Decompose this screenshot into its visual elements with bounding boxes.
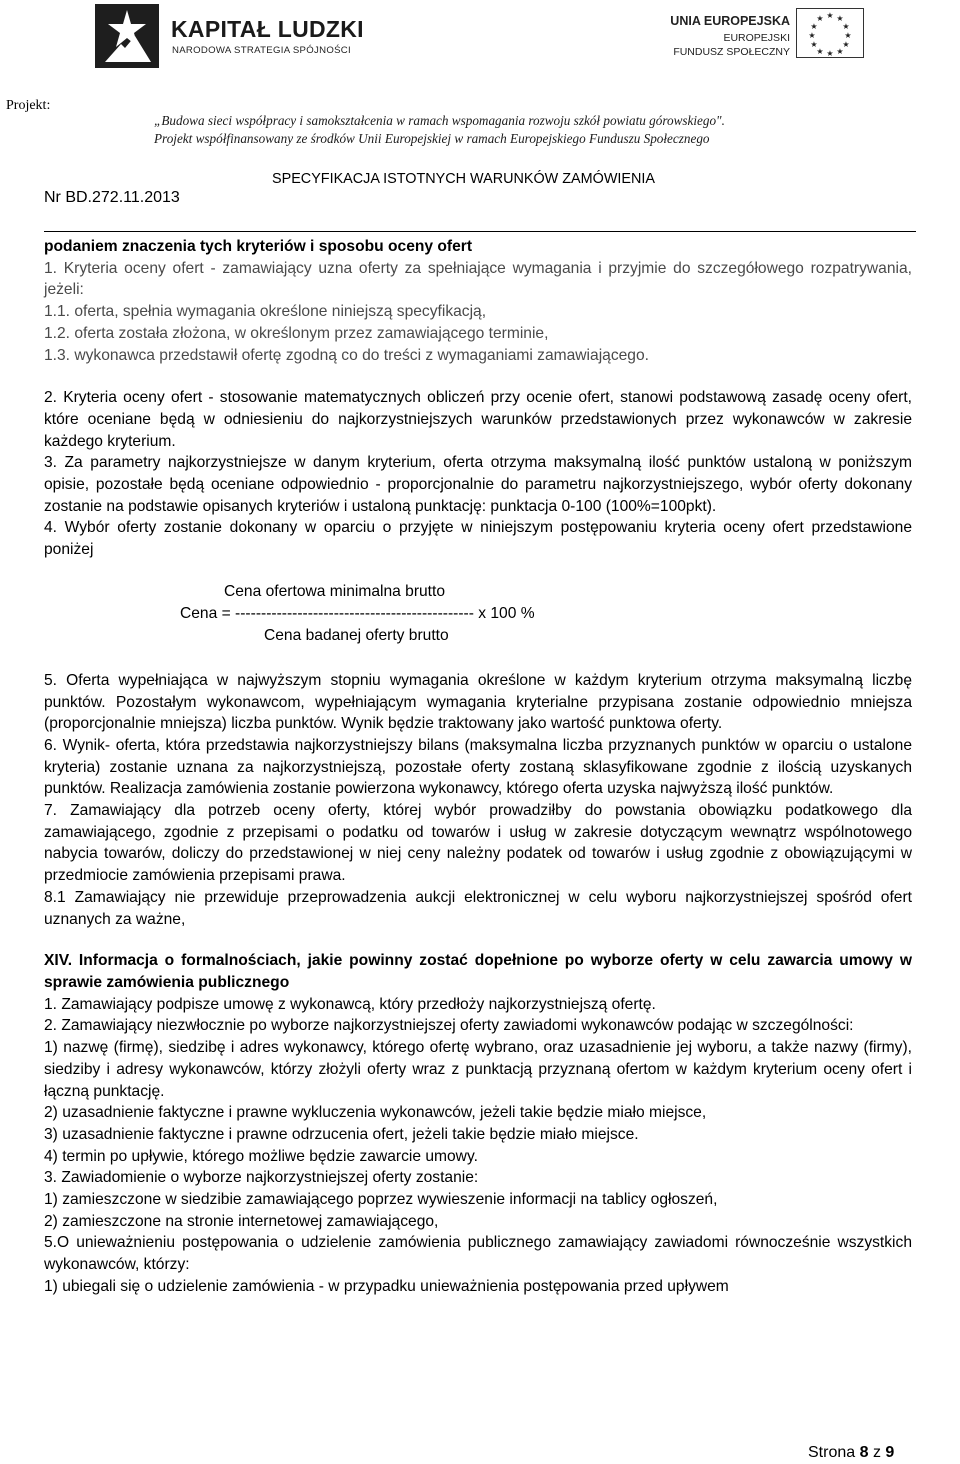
svg-text:★: ★ [810,22,818,31]
project-funding-line: Projekt współfinansowany ze środków Unii Europejskiej w ramach Europejskiego Funduszu Społecznego [154,131,710,146]
paragraph: 3. Za parametry najkorzystniejsze w danym kryterium, oferta otrzyma maksymalną ilość punktów ustaloną w poniższym opisie, pozostałe będą oceniane odpowiednio - proporcjonalnie do parametru najkorzystniejszego, wybór oferty dokonany zostanie na podstawie opisanych kryteriów i ustaloną punktację: punktacja 0-100 (100%=100pkt). [44,454,912,515]
svg-text:★: ★ [842,22,850,31]
current-page: 8 [859,1444,869,1461]
svg-text:★: ★ [816,47,824,56]
paragraph: 4. Wybór oferty zostanie dokonany w oparciu o przyjęte w niniejszym postępowaniu kryteria oceny ofert przedstawione poniżej [44,519,912,559]
project-label: Projekt: [6,98,51,113]
paragraph: 8.1 Zamawiający nie przewiduje przeprowadzenia aukcji elektronicznej w celu wyboru najkorzystniejszej spośród ofert uznanych za ważne, [44,888,912,928]
paragraph: 5.O unieważnieniu postępowania o udzielenie zamówienia publicznego zamawiający zawiadomi równocześnie wszystkich wykonawców, którzy: [44,1234,912,1274]
paragraph: 1.3. wykonawca przedstawił ofertę zgodną co do treści z wymaganiami zamawiającego. [44,346,649,364]
paragraph: 2) uzasadnienie faktyczne i prawne wykluczenia wykonawców, jeżeli takie będzie miało miejsce, [44,1104,707,1122]
paragraph: 1) ubiegali się o udzielenie zamówienia - w przypadku unieważnienia postępowania przed upływem [44,1277,729,1295]
paragraph: 2) zamieszczone na stronie internetowej zamawiającego, [44,1212,439,1230]
paragraph: podaniem znaczenia tych kryteriów i sposobu oceny ofert [44,238,473,255]
svg-text:★: ★ [844,31,852,40]
eu-logo-line1: UNIA EUROPEJSKA [670,14,790,28]
kapital-ludzki-emblem-icon [95,4,159,68]
page-number [808,1444,894,1462]
eu-logo [632,8,922,64]
paragraph: 1.2. oferta została złożona, w określonym przez zamawiającego terminie, [44,324,549,342]
svg-text:★: ★ [842,40,850,49]
kapital-ludzki-logo [95,4,375,68]
eu-logo-line2: EUROPEJSKI [723,32,790,44]
formula-line: Cena = ---------------------------------------------- x 100 % [180,604,535,622]
total-pages: 9 [885,1444,895,1461]
paragraph: 3) uzasadnienie faktyczne i prawne odrzucenia ofert, jeżeli takie będzie miało miejsce. [44,1125,639,1143]
paragraph: 1) zamieszczone w siedzibie zamawiającego poprzez wywieszenie informacji na tablicy ogłoszeń, [44,1191,718,1209]
paragraph: 2. Zamawiający niezwłocznie po wyborze najkorzystniejszej oferty zawiadomi wykonawców podając w szczególności: [44,1017,854,1035]
paragraph: 5. Oferta wypełniająca w najwyższym stopniu wymagania określone w każdym kryterium otrzyma maksymalną liczbę punktów. Pozostałym wykonawcom, wypełniającym wymagania kryterialne przypisana zostanie odpowiednio mniejsza (proporcjonalnie mniejsza) liczba punktów. Wynik będzie traktowany jako wartość punktowa oferty. [44,671,912,733]
eu-logo-line3: FUNDUSZ SPOŁECZNY [673,46,790,58]
paragraph: 1.1. oferta, spełnia wymagania określone niniejszą specyfikacją, [44,303,487,321]
formula-numerator: Cena ofertowa minimalna brutto [224,582,446,600]
project-title-line: „Budowa sieci współpracy i samokształcenia w ramach wspomagania rozwoju szkół powiatu górowskiego". [154,113,725,128]
document-number: Nr BD.272.11.2013 [44,189,180,206]
document-title: SPECYFIKACJA ISTOTNYCH WARUNKÓW ZAMÓWIENIA [272,171,655,187]
page-of: z [872,1444,881,1461]
svg-text:★: ★ [836,14,844,23]
eu-flag-icon [796,8,864,58]
kapital-ludzki-subtitle: NARODOWA STRATEGIA SPÓJNOŚCI [172,45,351,56]
svg-text:★: ★ [836,47,844,56]
paragraph: 6. Wynik- oferta, która przedstawia najkorzystniejszy bilans (maksymalna liczba przyznanych punktów w oparciu o ustalone kryteria) zostanie uznana za najkorzystniejszą, pozostałe oferty zostaną sklasyfikowane zgodnie z ilością uzyskanych punktów. Realizacja zamówienia zostanie powierzona wykonawcy, którego oferta uzyska najwyższą ilość punktów. [44,736,912,798]
paragraph: 1) nazwę (firmę), siedzibę i adres wykonawcy, którego ofertę wybrano, oraz uzasadnienie jej wyboru, a także nazwy (firmy), siedziby i adresy wykonawców, którzy złożyli oferty wraz z punktacją przyznaną ofertom w każdym kryterium oceny ofert i łączną punktację. [44,1039,912,1100]
paragraph: 1. Kryteria oceny ofert - zamawiający uzna oferty za spełniające wymagania i przyjmie do szczegółowego rozpatrywania, jeżeli: [44,259,912,299]
page-label: Strona [808,1444,856,1461]
svg-text:★: ★ [816,14,824,23]
paragraph: 3. Zawiadomienie o wyborze najkorzystniejszej oferty zostanie: [44,1169,479,1187]
paragraph: 4) termin po upływie, którego możliwe będzie zawarcie umowy. [44,1147,478,1165]
price-formula [44,581,912,649]
svg-text:★: ★ [810,40,818,49]
paragraph: 7. Zamawiający dla potrzeb oceny oferty, której wybór prowadziłby do powstania obowiązku podatkowego dla zamawiającego, zgodnie z przepisami o podatku od towarów i usług w zakresie dotyczącym wewnątrz wspólnotowego nabycia towarów, doliczy do przedstawionej w niej ceny należny podatek od towarów i usług zgodnie z obowiązującymi w przedmiocie zamówienia przepisami prawa. [44,802,912,885]
section-heading: XIV. Informacja o formalnościach, jakie powinny zostać dopełnione po wyborze oferty w celu zawarcia umowy w sprawie zamówienia publicznego [44,952,912,991]
paragraph: 2. Kryteria oceny ofert - stosowanie matematycznych obliczeń przy ocenie ofert, stanowi podstawową zasadę oceny ofert, które oceniane będą w odniesieniu do najkorzystniejszych warunków przedstawionych przez wykonawców w zakresie każdego kryterium. [44,389,912,450]
svg-text:★: ★ [826,11,834,20]
formula-denominator: Cena badanej oferty brutto [264,626,449,644]
svg-text:★: ★ [826,49,834,58]
header-divider [44,231,916,232]
document-body [44,236,912,1298]
paragraph: 1. Zamawiający podpisze umowę z wykonawcą, który przedłoży najkorzystniejszą ofertę. [44,995,656,1013]
svg-text:★: ★ [808,31,816,40]
kapital-ludzki-title: KAPITAŁ LUDZKI [171,16,364,42]
